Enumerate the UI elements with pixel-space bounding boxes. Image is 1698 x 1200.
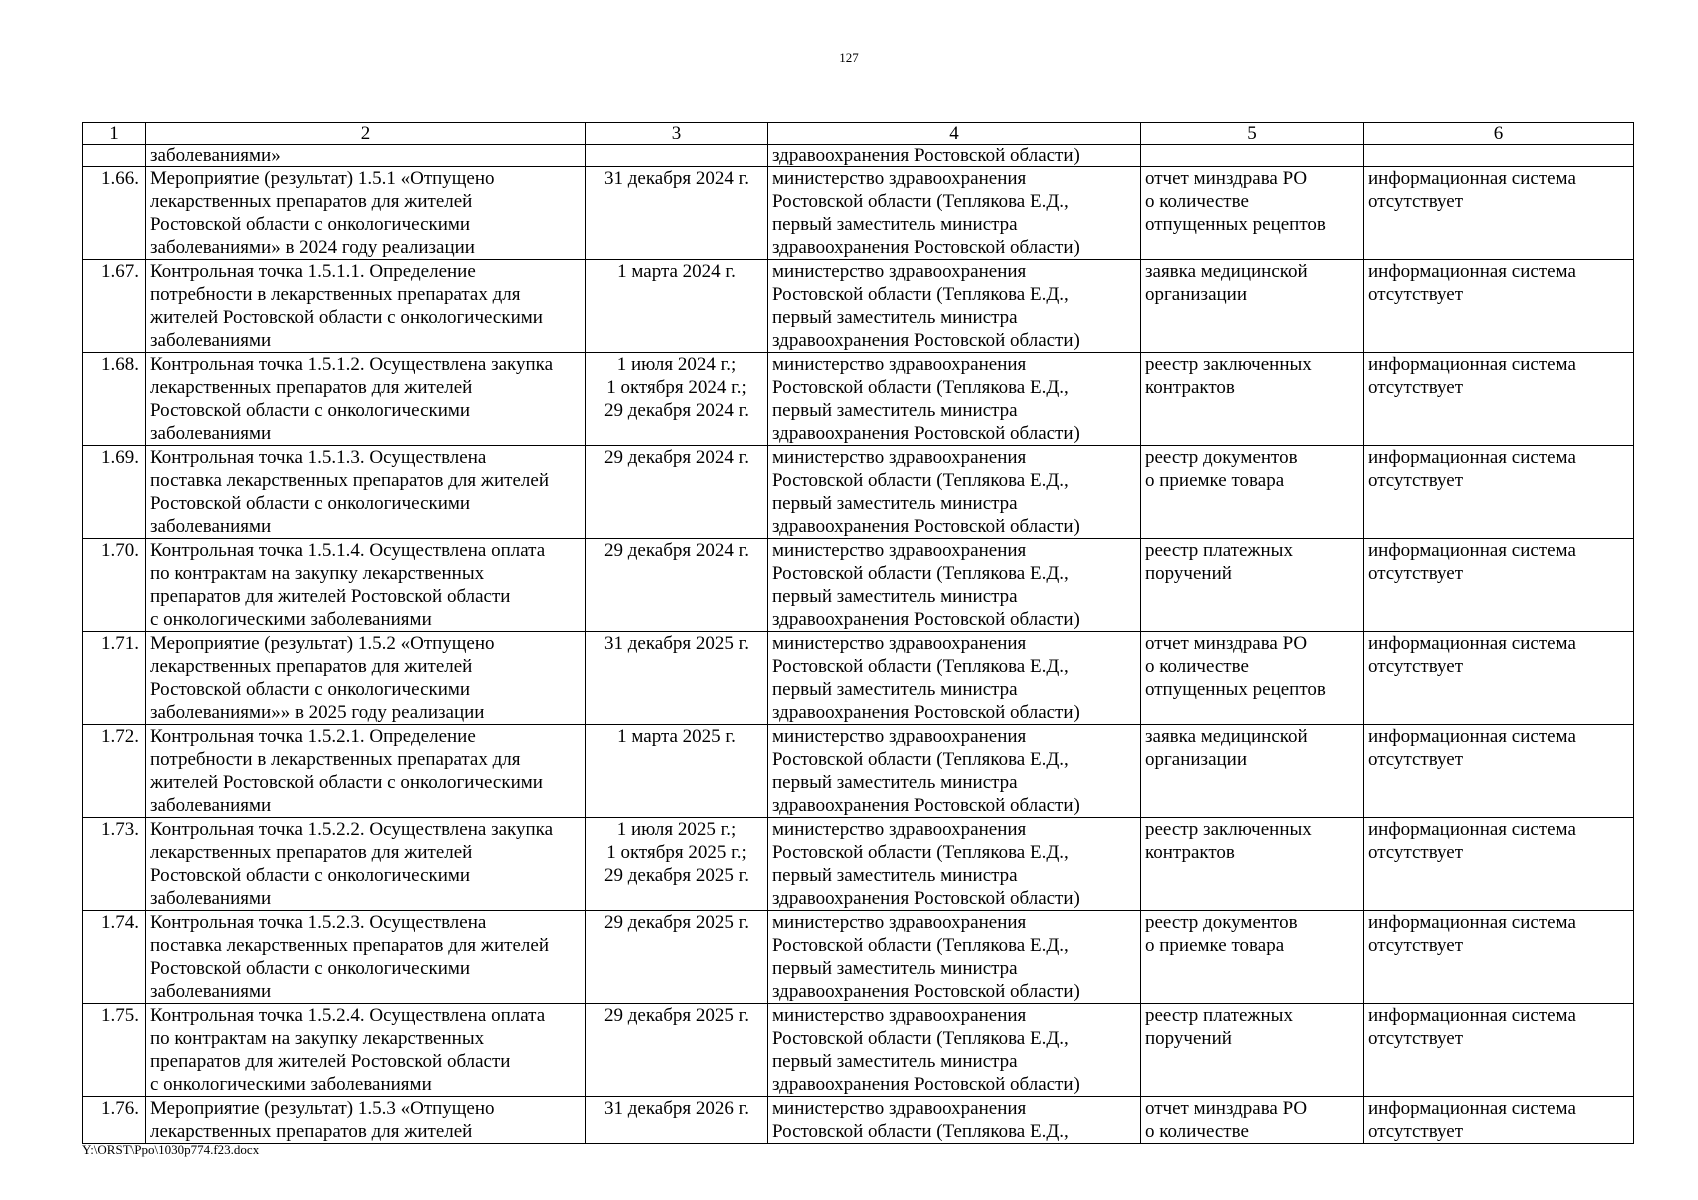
row-responsible: министерство здравоохранения Ростовской области (Теплякова Е.Д., первый заместитель министра здравоохранения Ростовской области) (768, 911, 1141, 1004)
row-document: отчет минздрава РО о количестве отпущенных рецептов (1141, 632, 1364, 725)
continuation-responsible: здравоохранения Ростовской области) (768, 145, 1141, 167)
row-number: 1.75. (83, 1004, 146, 1097)
row-document: реестр документов о приемке товара (1141, 446, 1364, 539)
table-row (83, 1004, 1634, 1097)
row-deadline: 1 марта 2024 г. (586, 260, 768, 353)
header-row (83, 123, 1634, 145)
continuation-name: заболеваниями» (146, 145, 586, 167)
plan-table (82, 122, 1634, 1144)
table-row (83, 1097, 1634, 1144)
row-number: 1.68. (83, 353, 146, 446)
row-responsible: министерство здравоохранения Ростовской области (Теплякова Е.Д., первый заместитель министра здравоохранения Ростовской области) (768, 353, 1141, 446)
row-info-system: информационная система отсутствует (1364, 1097, 1634, 1144)
column-header-2: 2 (146, 123, 586, 145)
row-deadline: 29 декабря 2024 г. (586, 539, 768, 632)
table-row (83, 632, 1634, 725)
row-document: заявка медицинской организации (1141, 260, 1364, 353)
row-number: 1.66. (83, 167, 146, 260)
table-row (83, 539, 1634, 632)
table-row (83, 725, 1634, 818)
row-number: 1.74. (83, 911, 146, 1004)
row-document: реестр заключенных контрактов (1141, 818, 1364, 911)
row-info-system: информационная система отсутствует (1364, 260, 1634, 353)
table-row (83, 353, 1634, 446)
table-row (83, 446, 1634, 539)
row-responsible: министерство здравоохранения Ростовской области (Теплякова Е.Д., первый заместитель министра здравоохранения Ростовской области) (768, 446, 1141, 539)
column-header-1: 1 (83, 123, 146, 145)
row-deadline: 29 декабря 2025 г. (586, 1004, 768, 1097)
row-responsible: министерство здравоохранения Ростовской области (Теплякова Е.Д., первый заместитель министра здравоохранения Ростовской области) (768, 818, 1141, 911)
row-number: 1.69. (83, 446, 146, 539)
row-event-name: Контрольная точка 1.5.2.1. Определение потребности в лекарственных препаратах для жителей Ростовской области с онкологическими заболеваниями (146, 725, 586, 818)
row-info-system: информационная система отсутствует (1364, 725, 1634, 818)
row-event-name: Мероприятие (результат) 1.5.3 «Отпущено лекарственных препаратов для жителей (146, 1097, 586, 1144)
table-row (83, 167, 1634, 260)
continuation-system (1364, 145, 1634, 167)
row-number: 1.70. (83, 539, 146, 632)
row-deadline: 29 декабря 2024 г. (586, 446, 768, 539)
row-info-system: информационная система отсутствует (1364, 911, 1634, 1004)
column-header-4: 4 (768, 123, 1141, 145)
row-document: реестр платежных поручений (1141, 539, 1364, 632)
row-responsible: министерство здравоохранения Ростовской области (Теплякова Е.Д., первый заместитель министра здравоохранения Ростовской области) (768, 539, 1141, 632)
column-header-6: 6 (1364, 123, 1634, 145)
row-responsible: министерство здравоохранения Ростовской области (Теплякова Е.Д., первый заместитель министра здравоохранения Ростовской области) (768, 260, 1141, 353)
row-event-name: Контрольная точка 1.5.2.4. Осуществлена оплата по контрактам на закупку лекарственных препаратов для жителей Ростовской области с онкологическими заболеваниями (146, 1004, 586, 1097)
column-header-5: 5 (1141, 123, 1364, 145)
row-responsible: министерство здравоохранения Ростовской области (Теплякова Е.Д., первый заместитель министра здравоохранения Ростовской области) (768, 167, 1141, 260)
row-number: 1.72. (83, 725, 146, 818)
row-responsible: министерство здравоохранения Ростовской области (Теплякова Е.Д., (768, 1097, 1141, 1144)
row-document: отчет минздрава РО о количестве отпущенных рецептов (1141, 167, 1364, 260)
continuation-date (586, 145, 768, 167)
row-deadline: 1 июля 2025 г.; 1 октября 2025 г.; 29 декабря 2025 г. (586, 818, 768, 911)
row-event-name: Мероприятие (результат) 1.5.2 «Отпущено лекарственных препаратов для жителей Ростовской области с онкологическими заболеваниями»» в 2025 году реализации (146, 632, 586, 725)
page-number: 127 (839, 50, 859, 65)
row-document: заявка медицинской организации (1141, 725, 1364, 818)
table-row (83, 911, 1634, 1004)
row-event-name: Контрольная точка 1.5.2.3. Осуществлена поставка лекарственных препаратов для жителей Ростовской области с онкологическими заболеваниями (146, 911, 586, 1004)
row-document: реестр документов о приемке товара (1141, 911, 1364, 1004)
table-row (83, 260, 1634, 353)
row-responsible: министерство здравоохранения Ростовской области (Теплякова Е.Д., первый заместитель министра здравоохранения Ростовской области) (768, 725, 1141, 818)
row-deadline: 1 марта 2025 г. (586, 725, 768, 818)
row-document: реестр заключенных контрактов (1141, 353, 1364, 446)
continuation-doc (1141, 145, 1364, 167)
row-info-system: информационная система отсутствует (1364, 446, 1634, 539)
row-deadline: 31 декабря 2026 г. (586, 1097, 768, 1144)
row-deadline: 31 декабря 2025 г. (586, 632, 768, 725)
row-info-system: информационная система отсутствует (1364, 818, 1634, 911)
row-number: 1.76. (83, 1097, 146, 1144)
row-event-name: Контрольная точка 1.5.1.4. Осуществлена оплата по контрактам на закупку лекарственных препаратов для жителей Ростовской области с онкологическими заболеваниями (146, 539, 586, 632)
row-document: отчет минздрава РО о количестве (1141, 1097, 1364, 1144)
row-document: реестр платежных поручений (1141, 1004, 1364, 1097)
continuation-row (83, 145, 1634, 167)
row-number: 1.67. (83, 260, 146, 353)
row-deadline: 29 декабря 2025 г. (586, 911, 768, 1004)
row-info-system: информационная система отсутствует (1364, 353, 1634, 446)
row-info-system: информационная система отсутствует (1364, 632, 1634, 725)
continuation-num (83, 145, 146, 167)
column-header-3: 3 (586, 123, 768, 145)
row-number: 1.73. (83, 818, 146, 911)
row-event-name: Контрольная точка 1.5.1.1. Определение потребности в лекарственных препаратах для жителей Ростовской области с онкологическими заболеваниями (146, 260, 586, 353)
row-info-system: информационная система отсутствует (1364, 167, 1634, 260)
row-deadline: 1 июля 2024 г.; 1 октября 2024 г.; 29 декабря 2024 г. (586, 353, 768, 446)
row-number: 1.71. (83, 632, 146, 725)
row-responsible: министерство здравоохранения Ростовской области (Теплякова Е.Д., первый заместитель министра здравоохранения Ростовской области) (768, 1004, 1141, 1097)
row-deadline: 31 декабря 2024 г. (586, 167, 768, 260)
table-row (83, 818, 1634, 911)
row-event-name: Контрольная точка 1.5.1.3. Осуществлена поставка лекарственных препаратов для жителей Ростовской области с онкологическими заболеваниями (146, 446, 586, 539)
row-responsible: министерство здравоохранения Ростовской области (Теплякова Е.Д., первый заместитель министра здравоохранения Ростовской области) (768, 632, 1141, 725)
row-info-system: информационная система отсутствует (1364, 1004, 1634, 1097)
row-event-name: Контрольная точка 1.5.1.2. Осуществлена закупка лекарственных препаратов для жителей Ростовской области с онкологическими заболеваниями (146, 353, 586, 446)
row-event-name: Мероприятие (результат) 1.5.1 «Отпущено лекарственных препаратов для жителей Ростовской области с онкологическими заболеваниями» в 2024 году реализации (146, 167, 586, 260)
row-info-system: информационная система отсутствует (1364, 539, 1634, 632)
footer-file-path: Y:\ORST\Ppo\1030p774.f23.docx (82, 1142, 260, 1157)
row-event-name: Контрольная точка 1.5.2.2. Осуществлена закупка лекарственных препаратов для жителей Ростовской области с онкологическими заболеваниями (146, 818, 586, 911)
